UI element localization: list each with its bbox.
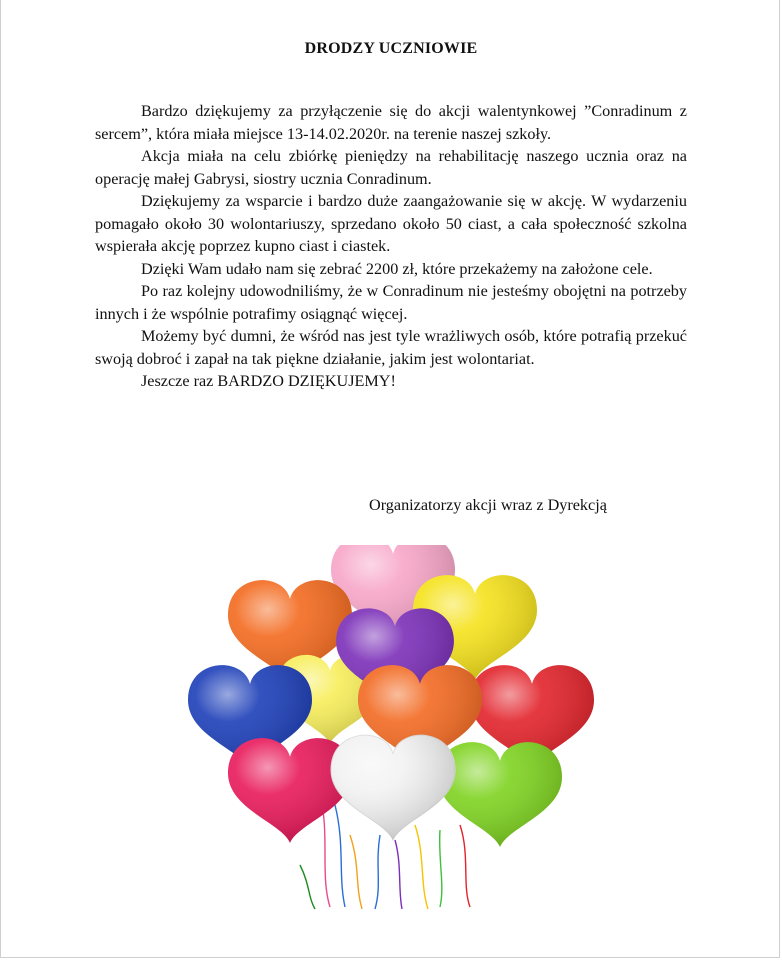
letter-body	[95, 100, 687, 393]
paragraph-thanks: Bardzo dziękujemy za przyłączenie się do akcji walentynkowej ”Conradinum z sercem”, która miała miejsce 13-14.02.2020r. na terenie naszej szkoły.	[95, 102, 687, 143]
paragraph-amount: Dzięki Wam udało nam się zebrać 2200 zł, które przekażemy na założone cele.	[141, 259, 653, 278]
document-title: DRODZY UCZNIOWIE	[304, 40, 478, 57]
balloon-white	[331, 735, 455, 840]
paragraph-purpose: Akcja miała na celu zbiórkę pieniędzy na rehabilitację naszego ucznia oraz na operację małej Gabrysi, siostry ucznia Conradinum.	[95, 147, 687, 188]
paragraph-together: Po raz kolejny udowodniliśmy, że w Conradinum nie jesteśmy obojętni na potrzeby innych i że wspólnie potrafimy osiągnąć więcej.	[95, 282, 687, 323]
paragraph-proud: Możemy być dumni, że wśród nas jest tyle wrażliwych osób, które potrafią przekuć swoją dobroć i zapał na tak piękne działanie, jakim jest wolontariat.	[95, 327, 687, 368]
balloon-magenta	[228, 738, 352, 843]
paragraph-engagement: Dziękujemy za wsparcie i bardzo duże zaangażowanie się w akcję. W wydarzeniu pomagało około 30 wolontariuszy, sprzedano około 50 ciast, a cała społeczność szkolna wspierała akcję poprzez kupno ciast i ciastek.	[95, 192, 687, 255]
paragraph-closing: Jeszcze raz BARDZO DZIĘKUJEMY!	[141, 372, 396, 390]
heart-balloons-illustration	[170, 545, 610, 915]
balloon-green	[438, 742, 562, 847]
signature: Organizatorzy akcji wraz z Dyrekcją	[369, 496, 607, 514]
